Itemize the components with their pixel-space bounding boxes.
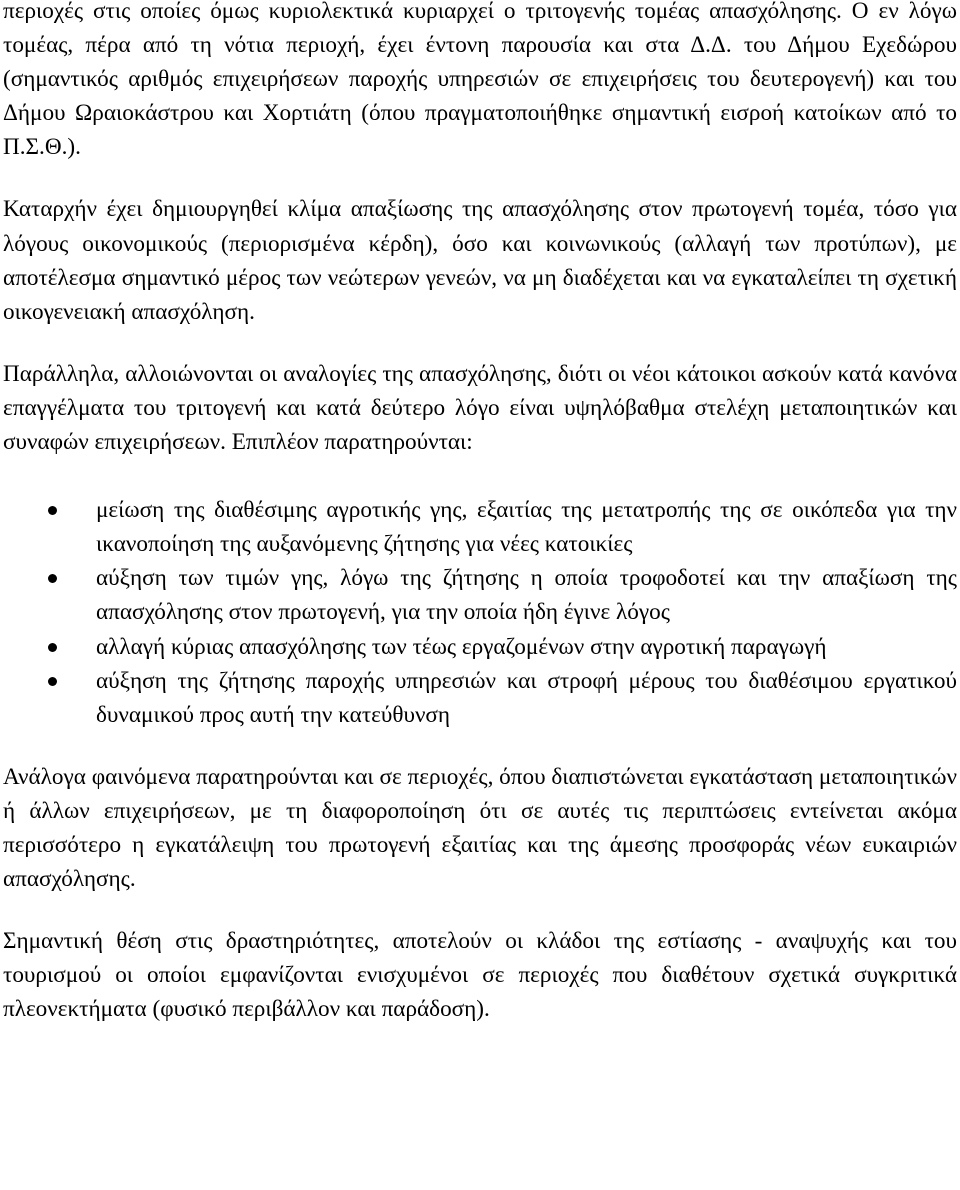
list-item-text: αλλαγή κύριας απασχόλησης των τέως εργαζομένων στην αγροτική παραγωγή	[96, 633, 827, 660]
bullet-icon	[48, 677, 57, 686]
paragraph-similar-phenomena: Ανάλογα φαινόμενα παρατηρούνται και σε περιοχές, όπου διαπιστώνεται εγκατάσταση μεταποιητικών ή άλλων επιχειρήσεων, με τη διαφοροποίηση ότι σε αυτές τις περιπτώσεις εντείνεται ακόμα περισσότερο η εγκατάλειψη του πρωτογενή εξαιτίας και της άμεσης προσφοράς νέων ευκαιριών απασχόλησης.	[3, 763, 957, 893]
list-item	[3, 561, 957, 629]
paragraph-employment-sectors: περιοχές στις οποίες όμως κυριολεκτικά κυριαρχεί ο τριτογενής τομέας απασχόλησης. Ο εν λόγω τομέας, πέρα από τη νότια περιοχή, έχει έντονη παρουσία και στα Δ.Δ. του Δήμου Εχεδώρου (σημαντικός αριθμός επιχειρήσεων παροχής υπηρεσιών σε επιχειρήσεις του δευτερογενή) και του Δήμου Ωραιοκάστρου και Χορτιάτη (όπου πραγματοποιήθηκε σημαντική εισροή κατοίκων από το Π.Σ.Θ.).	[3, 0, 957, 161]
paragraph-employment-ratios: Παράλληλα, αλλοιώνονται οι αναλογίες της απασχόλησης, διότι οι νέοι κάτοικοι ασκούν κατά κανόνα επαγγέλματα του τριτογενή και κατά δεύτερο λόγο είναι υψηλόβαθμα στελέχη μεταποιητικών και συναφών επιχειρήσεων. Επιπλέον παρατηρούνται:	[3, 360, 957, 456]
bullet-icon	[48, 643, 57, 652]
bullet-icon	[48, 574, 57, 583]
list-item-text: αύξηση των τιμών γης, λόγω της ζήτησης η οποία τροφοδοτεί και την απαξίωση της απασχόλησης στον πρωτογενή, για την οποία ήδη έγινε λόγος	[96, 565, 957, 626]
list-item	[3, 493, 957, 561]
bullet-list	[3, 493, 957, 732]
list-item	[3, 630, 957, 664]
paragraph-primary-sector-decline: Καταρχήν έχει δημιουργηθεί κλίμα απαξίωσης της απασχόλησης στον πρωτογενή τομέα, τόσο για λόγους οικονομικούς (περιορισμένα κέρδη), όσο και κοινωνικούς (αλλαγή των προτύπων), με αποτέλεσμα σημαντικό μέρος των νεώτερων γενεών, να μη διαδέχεται και να εγκαταλείπει τη σχετική οικογενειακή απασχόληση.	[3, 196, 957, 325]
list-item-text: μείωση της διαθέσιμης αγροτικής γης, εξαιτίας της μετατροπής της σε οικόπεδα για την ικανοποίηση της αυξανόμενης ζήτησης για νέες κατοικίες	[96, 497, 957, 558]
list-item	[3, 664, 957, 732]
paragraph-tourism-sector: Σημαντική θέση στις δραστηριότητες, αποτελούν οι κλάδοι της εστίασης - αναψυχής και του τουρισμού οι οποίοι εμφανίζονται ενισχυμένοι σε περιοχές που διαθέτουν σχετικά συγκριτικά πλεονεκτήματα (φυσικό περιβάλλον και παράδοση).	[3, 928, 957, 1023]
bullet-icon	[48, 506, 57, 515]
list-item-text: αύξηση της ζήτησης παροχής υπηρεσιών και στροφή μέρους του διαθέσιμου εργατικού δυναμικού προς αυτή την κατεύθυνση	[96, 667, 957, 728]
